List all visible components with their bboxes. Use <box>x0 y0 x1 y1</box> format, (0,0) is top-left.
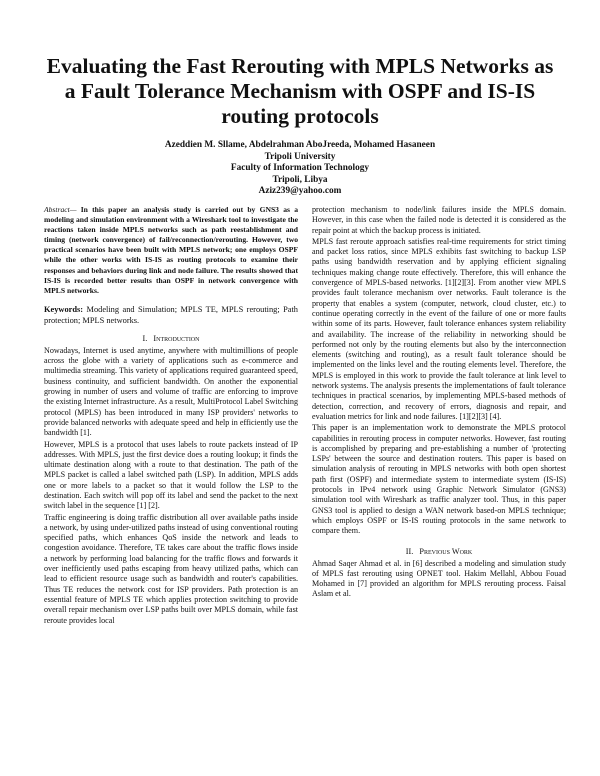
author-names: Azeddien M. Sllame, Abdelrahman AboJreeda, Mohamed Hasaneen <box>164 140 436 150</box>
author-location: Tripoli, Libya <box>272 174 328 185</box>
author-block <box>100 140 500 198</box>
keywords-label: Keywords: <box>44 304 84 314</box>
section-heading-introduction <box>44 333 298 344</box>
keywords <box>44 304 298 326</box>
abstract <box>44 205 298 296</box>
section-title: Previous Work <box>419 546 473 556</box>
right-column <box>312 205 566 601</box>
intro-paragraph-5: MPLS fast reroute approach satisfies real-time requirements for strict timing and packet loss ratios, since MPLS exhibits fast switching to backup LSP paths using bandwidth reservation and by applying efficient signaling techniques making change route effectively. Therefore, this will enhance the convergence of MPLS-based networks. [1][2][3]. From another view MPLS provides fault tolerance mechanism over networks. Fault tolerance is the property that enables a system (computer, network, cloud cluster, etc.) to continue operating correctly in the event of the failure of one or more faults within some of its parts. However, fault tolerance enhances system reliability and availability. The increase of the reliability in networking should be performed not only by the routing elements but also by the interconnection elements (switching and routing), as a result fault tolerance should be implemented on the links level and the routing elements level. Therefore, the MPLS is employed in this work to provide the fault tolerance at link level to network systems. The analysis presents the implementations of fault tolerance techniques in practical scenarios, by implementing MPLS-based methods of detection, correction, and recovery of errors, diagnosis and repair, and evaluation metrics for link and node failures. [1][2][3] [4]. <box>312 236 566 421</box>
intro-paragraph-1: Nowadays, Internet is used anytime, anywhere with multimillions of people across the globe with a variety of applications such as e-commerce and multimedia streaming. This variety of applications required guaranteed speed, business continuity, and sufficient bandwidth. On another the exponential growing in number of users and volume of traffic are enforcing to improve the existing Internet infrastructure. As a result, MultiProtocol Label Switching protocol (MPLS) has been introduced in many ISP providers' networks to provide balanced networks with adequate speed and help in efficiently use the bandwidth [1]. <box>44 345 298 438</box>
section-number: II. <box>405 546 414 556</box>
section-heading-previous-work <box>312 546 566 557</box>
abstract-label: Abstract— <box>44 205 77 214</box>
section-title: Introduction <box>153 333 200 343</box>
intro-paragraph-3: Traffic engineering is doing traffic distribution all over available paths inside a network, by using under-utilized paths instead of using conventional routing specified paths, which enhances QoS inside the network and leads to congestion avoidance. Therefore, TE takes care about the traffic flows inside a network by performing load balancing for the traffic flows and forwards it over inefficiently used paths escaping from heavy utilized paths, which can lead to efficient resource usage such as bandwidth and router's capabilities. Thus TE reduces the network cost for ISP providers. Path protection is an essential feature of MPLS TE which applies protection switching to provide overall repair mechanism over LSP paths built over MPLS domain, while fast reroute provides local <box>44 512 298 625</box>
paper-title: Evaluating the Fast Rerouting with MPLS Networks as a Fault Tolerance Mechanism with OSPF and IS-IS routing protocols <box>46 54 554 128</box>
keywords-text: Modeling and Simulation; MPLS TE, MPLS rerouting; Path protection; MPLS networks. <box>44 304 298 325</box>
author-affiliation-faculty: Faculty of Information Technology <box>230 163 370 174</box>
author-affiliation-university: Tripoli University <box>264 151 336 162</box>
abstract-text: In this paper an analysis study is carried out by GNS3 as a modeling and simulation environment with a Wireshark tool to investigate the reactions taken inside MPLS networks such as path reestablishment and timing (network convergence) of fail/reconnection/rerouting. However, two practical scenarios have been built with MPLS network; one employs OSPF while the other works with IS-IS as routing protocols to examine their responses and behaviors during link and node failure. <box>44 205 298 275</box>
intro-paragraph-2: However, MPLS is a protocol that uses labels to route packets instead of IP addresses. With MPLS, just the first device does a routing lookup; it finds the ultimate destination along with a route to that destination. The path of the MPLS packet is called a label switched path (LSP). In addition, MPLS adds one or more labels to a packet so that it would follow the LSP to the destination. Each switch will pop off its label and send the packet to the next switch label in the sequence [1] [2]. <box>44 439 298 511</box>
intro-paragraph-6: This paper is an implementation work to demonstrate the MPLS protocol capabilities in rerouting process in computer networks. However, fast routing is accomplished by preparing and pre-establishing a number of 'protecting LSPs' between the source and destination routers. This paper is based on simulation analysis of rerouting in MPLS networks with both open shortest path first (OSPF) and intermediate system to intermediate system (IS-IS) protocols in IPv4 network using Graphic Network Simulator (GNS3) simulation tool with Wireshark as traffic analyzer tool. Thus, in this paper GNS3 tool is applied to design a WAN network based-on MPLS technique; which employs OSPF or IS-IS routing protocols in the same network to compare them. <box>312 423 566 536</box>
left-column <box>44 205 298 627</box>
intro-paragraph-4: protection mechanism to node/link failures inside the MPLS domain. However, in this case when the failed node is detected it is considered as the repair point at which the backup process is initiated. <box>312 205 566 235</box>
section-number: I. <box>142 333 148 343</box>
previous-work-paragraph: Ahmad Saqer Ahmad et al. in [6] described a modeling and simulation study of MPLS fast rerouting using OPNET tool. Hakim Mellahl, Abbou Fouad Mohamed in [7] provided an algorithm for MPLS rerouting process. Faisal Aslam et al. <box>312 558 566 599</box>
abstract-results: The results showed that IS-IS is recorded better results than OSPF in network convergence with MPLS networks. <box>44 265 298 295</box>
author-email: Aziz239@yahoo.com <box>258 186 342 197</box>
